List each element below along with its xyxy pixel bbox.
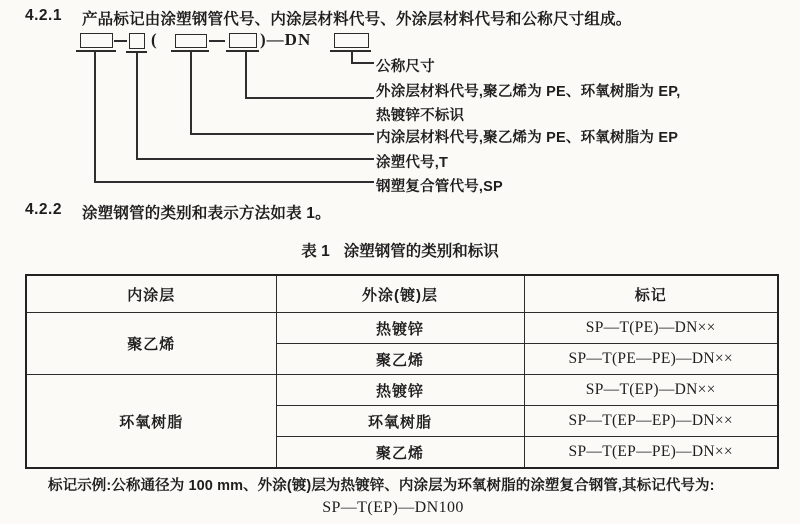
code-box-pipe	[80, 33, 113, 48]
cell-mark: SP—T(EP)—DN××	[524, 375, 778, 406]
box-base-line	[226, 50, 259, 52]
marking-example-text: 标记示例:公称通径为 100 mm、外涂(镀)层为热镀锌、内涂层为环氧树脂的涂塑复合钢管,其标记代号为:	[48, 478, 715, 494]
table-row	[26, 375, 778, 406]
table-header-row	[26, 275, 778, 313]
label-plastic-coating-code: 涂塑代号,T	[376, 155, 449, 171]
cell-inner-coating: 聚乙烯	[26, 313, 276, 375]
header-outer-coating: 外涂(镀)层	[276, 275, 524, 313]
label-inner-coating: 内涂层材料代号,聚乙烯为 PE、环氧树脂为 EP	[376, 130, 679, 146]
connector-line	[94, 51, 96, 182]
connector-line	[245, 51, 247, 98]
connector-line	[94, 181, 374, 183]
connector-line	[351, 62, 374, 64]
dash-line	[114, 40, 127, 42]
connector-line	[245, 97, 374, 99]
section-number: 4.2.2	[25, 201, 62, 218]
cell-outer-coating: 热镀锌	[276, 375, 524, 406]
cell-inner-coating: 环氧树脂	[26, 375, 276, 469]
label-nominal-size: 公称尺寸	[376, 59, 435, 75]
connector-line	[190, 51, 192, 134]
cell-mark: SP—T(EP—EP)—DN××	[524, 406, 778, 437]
code-box-inner-layer	[175, 34, 207, 48]
code-box-coating	[129, 33, 145, 49]
table-caption-title: 涂塑钢管的类别和标识	[343, 243, 499, 260]
close-paren-dn: )—DN	[260, 30, 312, 49]
code-box-outer-layer	[229, 33, 257, 48]
section-4-2-2	[25, 201, 331, 223]
connector-line	[190, 133, 374, 135]
table-caption-label: 表 1	[301, 243, 330, 260]
marking-example-code: SP—T(EP)—DN100	[322, 499, 464, 516]
connector-line	[136, 52, 138, 159]
cell-mark: SP—T(PE—PE)—DN××	[524, 344, 778, 375]
label-outer-coating-line2: 热镀锌不标识	[376, 108, 465, 124]
cell-outer-coating: 聚乙烯	[276, 344, 524, 375]
section-text: 产品标记由涂塑钢管代号、内涂层材料代号、外涂层材料代号和公称尺寸组成。	[81, 11, 632, 28]
cell-mark: SP—T(PE)—DN××	[524, 313, 778, 344]
section-text: 涂塑钢管的类别和表示方法如表 1。	[81, 205, 331, 222]
section-4-2-1	[25, 7, 632, 29]
table-row	[26, 313, 778, 344]
label-outer-coating-line1: 外涂层材料代号,聚乙烯为 PE、环氧树脂为 EP,	[376, 84, 681, 100]
dash-line	[209, 40, 225, 42]
table-coated-pipe-types	[25, 274, 779, 469]
open-paren: (	[151, 30, 158, 49]
box-base-line	[76, 50, 116, 52]
cell-outer-coating: 环氧树脂	[276, 406, 524, 437]
header-mark: 标记	[524, 275, 778, 313]
cell-mark: SP—T(EP—PE)—DN××	[524, 437, 778, 469]
cell-outer-coating: 热镀锌	[276, 313, 524, 344]
section-number: 4.2.1	[25, 7, 62, 24]
code-box-nominal-size	[334, 33, 369, 48]
label-composite-pipe-code: 钢塑复合管代号,SP	[376, 179, 503, 195]
cell-outer-coating: 聚乙烯	[276, 437, 524, 469]
table-caption	[0, 239, 800, 261]
connector-line	[136, 158, 374, 160]
header-inner-coating: 内涂层	[26, 275, 276, 313]
